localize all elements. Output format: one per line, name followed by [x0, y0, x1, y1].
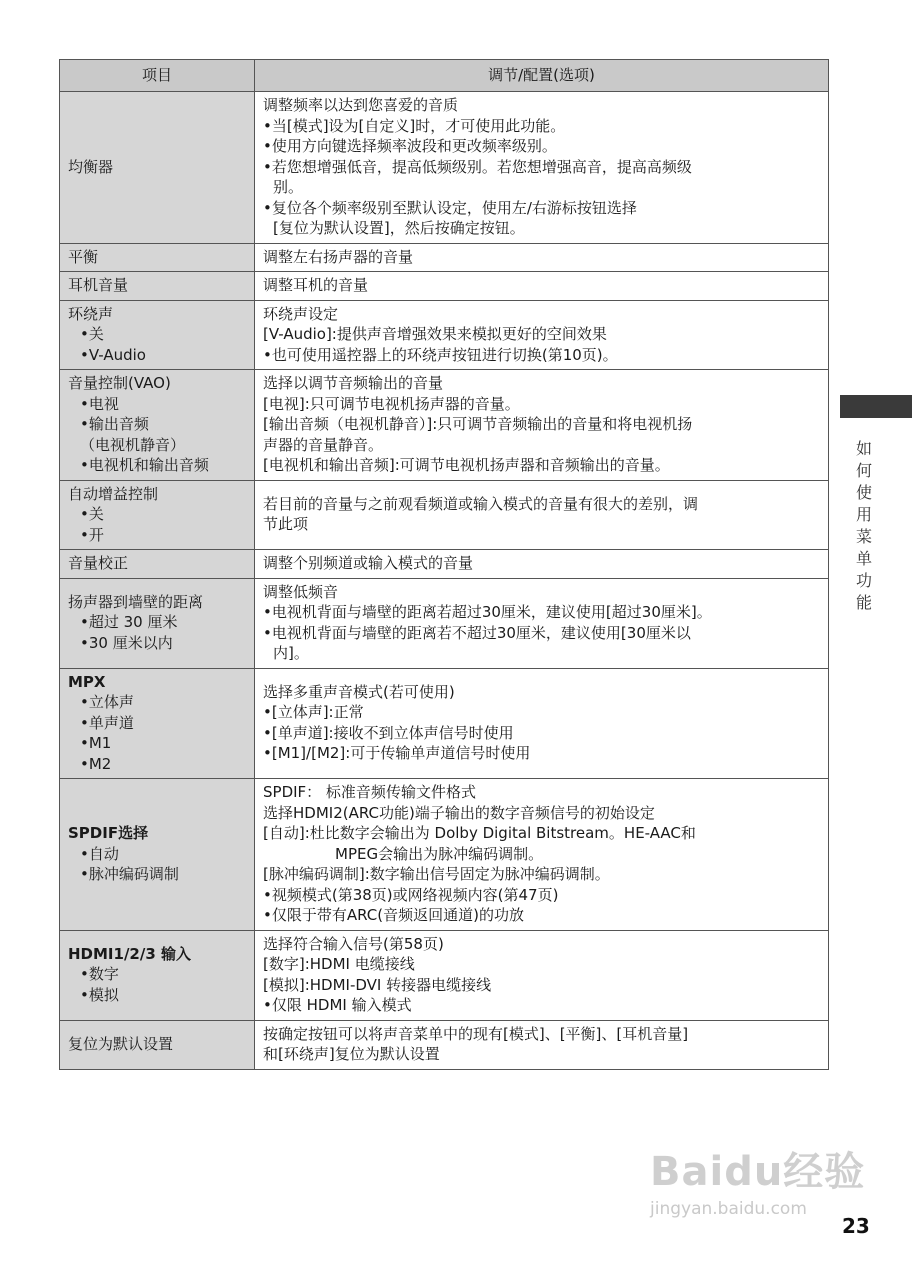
- watermark-url: jingyan.baidu.com: [650, 1199, 807, 1219]
- desc-line: 环绕声设定: [263, 304, 339, 323]
- header-item: 项目: [60, 60, 255, 92]
- desc-line: 调整低频音: [263, 582, 339, 601]
- section-tab-marker: [840, 395, 912, 418]
- desc-line: [输出音频（电视机静音）]:只可调节音频输出的音量和将电视机扬: [263, 415, 693, 433]
- desc-cell: [255, 550, 829, 579]
- desc-line: 调整频率以达到您喜爱的音质: [263, 96, 459, 114]
- item-cell: [60, 272, 255, 301]
- desc-line: [脉冲编码调制]:数字输出信号固定为脉冲编码调制。: [263, 865, 610, 883]
- desc-line: •[M1]/[M2]:可于传输单声道信号时使用: [263, 744, 531, 763]
- desc-cell: [255, 578, 829, 668]
- desc-line: •[立体声]:正常: [263, 703, 364, 722]
- desc-line: 别。: [273, 178, 304, 196]
- item-line: 复位为默认设置: [68, 1034, 174, 1053]
- desc-line: 声器的音量静音。: [263, 435, 384, 454]
- desc-line: SPDIF： 标准音频传输文件格式: [263, 783, 476, 801]
- item-line: SPDIF选择: [68, 824, 149, 842]
- item-cell: [60, 480, 255, 550]
- item-cell: [60, 779, 255, 931]
- table-row: [60, 550, 829, 579]
- header-setting: 调节/配置(选项): [255, 60, 829, 92]
- desc-line: •电视机背面与墙壁的距离若不超过30厘米，建议使用[30厘米以: [263, 623, 691, 642]
- desc-line: •[单声道]:接收不到立体声信号时使用: [263, 723, 514, 742]
- item-cell: [60, 550, 255, 579]
- desc-line: MPEG会输出为脉冲编码调制。: [335, 844, 544, 863]
- item-line: 环绕声: [68, 304, 114, 323]
- item-line: •立体声: [80, 693, 134, 711]
- desc-line: •使用方向键选择频率波段和更改频率级别。: [263, 137, 557, 155]
- watermark-logo: Baidu经验: [650, 1149, 866, 1195]
- item-cell: [60, 300, 255, 370]
- desc-line: 调整耳机的音量: [263, 276, 369, 294]
- item-cell: [60, 668, 255, 779]
- desc-line: 内]。: [273, 644, 309, 662]
- desc-line: [电视机和输出音频]:可调节电视机扬声器和音频输出的音量。: [263, 456, 670, 474]
- item-line: •电视: [80, 394, 119, 413]
- table-row: [60, 243, 829, 272]
- baidu-watermark: [650, 1140, 865, 1219]
- desc-line: 选择HDMI2(ARC功能)端子输出的数字音频信号的初始设定: [263, 803, 655, 822]
- table-row: [60, 300, 829, 370]
- item-line: •关: [80, 505, 104, 523]
- side-label-char: 何: [855, 461, 872, 480]
- table-row: [60, 1020, 829, 1069]
- table-row: [60, 779, 829, 931]
- desc-line: •也可使用遥控器上的环绕声按钮进行切换(第10页)。: [263, 345, 618, 364]
- item-line: MPX: [68, 672, 106, 691]
- item-line: •M1: [80, 734, 112, 752]
- table-row: [60, 578, 829, 668]
- item-line: •脉冲编码调制: [80, 865, 179, 883]
- item-line: •电视机和输出音频: [80, 456, 209, 474]
- item-cell: [60, 243, 255, 272]
- item-cell: [60, 930, 255, 1020]
- desc-line: [模拟]:HDMI-DVI 转接器电缆接线: [263, 975, 492, 994]
- desc-line: 节此项: [263, 515, 309, 534]
- side-label-char: 菜: [855, 527, 872, 546]
- desc-line: •若您想增强低音，提高低频级别。若您想增强高音，提高高频级: [263, 157, 692, 176]
- item-line: 平衡: [68, 247, 99, 266]
- item-line: HDMI1/2/3 输入: [68, 944, 192, 963]
- side-label-char: 用: [855, 505, 872, 524]
- item-line: 自动增益控制: [68, 484, 159, 503]
- desc-line: 调整左右扬声器的音量: [263, 247, 414, 266]
- desc-cell: [255, 930, 829, 1020]
- desc-cell: [255, 1020, 829, 1069]
- desc-line: 调整个别频道或输入模式的音量: [263, 554, 474, 572]
- item-line: 音量校正: [68, 554, 129, 572]
- desc-line: •当[模式]设为[自定义]时，才可使用此功能。: [263, 116, 566, 135]
- item-line: 音量控制(VAO): [68, 374, 171, 392]
- item-line: •30 厘米以内: [80, 633, 173, 652]
- item-line: •自动: [80, 844, 119, 863]
- desc-line: •仅限 HDMI 输入模式: [263, 996, 412, 1014]
- side-label-char: 单: [855, 549, 872, 568]
- desc-line: 若目前的音量与之前观看频道或输入模式的音量有很大的差别，调: [263, 494, 699, 513]
- side-label-char: 如: [855, 439, 872, 458]
- desc-cell: [255, 300, 829, 370]
- desc-line: 选择以调节音频输出的音量: [263, 374, 444, 392]
- desc-cell: [255, 668, 829, 779]
- table-row: [60, 480, 829, 550]
- desc-cell: [255, 92, 829, 244]
- table-row: [60, 370, 829, 481]
- item-line: •超过 30 厘米: [80, 613, 178, 632]
- table-row: [60, 668, 829, 779]
- side-label-char: 功: [855, 571, 872, 590]
- table-header-row: [60, 60, 829, 92]
- desc-line: •仅限于带有ARC(音频返回通道)的功放: [263, 906, 524, 924]
- desc-cell: [255, 243, 829, 272]
- side-label-char: 能: [855, 593, 872, 612]
- desc-cell: [255, 779, 829, 931]
- item-line: 均衡器: [68, 157, 114, 176]
- desc-cell: [255, 370, 829, 481]
- item-cell: [60, 578, 255, 668]
- item-cell: [60, 370, 255, 481]
- item-line: •单声道: [80, 713, 134, 732]
- desc-line: 选择符合输入信号(第58页): [263, 934, 444, 953]
- item-line: •关: [80, 325, 104, 343]
- desc-line: [复位为默认设置]，然后按确定按钮。: [273, 219, 525, 237]
- section-side-label: [852, 438, 876, 614]
- desc-line: •视频模式(第38页)或网络视频内容(第47页): [263, 885, 559, 904]
- item-line: 耳机音量: [68, 276, 129, 294]
- desc-line: [电视]:只可调节电视机扬声器的音量。: [263, 394, 520, 413]
- item-line: •开: [80, 525, 104, 544]
- desc-line: 选择多重声音模式(若可使用): [263, 682, 455, 701]
- desc-line: 和[环绕声]复位为默认设置: [263, 1045, 440, 1063]
- desc-cell: [255, 480, 829, 550]
- item-line: •输出音频: [80, 415, 149, 433]
- item-line: （电视机静音）: [80, 435, 186, 454]
- page-number: 23: [842, 1214, 870, 1238]
- desc-line: •复位各个频率级别至默认设定，使用左/右游标按钮选择: [263, 198, 637, 217]
- item-line: •数字: [80, 965, 119, 984]
- item-line: •模拟: [80, 985, 119, 1004]
- desc-line: 按确定按钮可以将声音菜单中的现有[模式]、[平衡]、[耳机音量]: [263, 1024, 689, 1043]
- desc-line: [数字]:HDMI 电缆接线: [263, 955, 415, 973]
- table-row: [60, 930, 829, 1020]
- item-line: •V-Audio: [80, 345, 146, 364]
- side-label-char: 使: [855, 483, 872, 502]
- table-row: [60, 272, 829, 301]
- desc-cell: [255, 272, 829, 301]
- desc-line: [自动]:杜比数字会输出为 Dolby Digital Bitstream。HE-AAC和: [263, 824, 696, 842]
- table-row: [60, 92, 829, 244]
- item-cell: [60, 1020, 255, 1069]
- desc-line: [V-Audio]:提供声音增强效果来模拟更好的空间效果: [263, 325, 607, 343]
- item-line: 扬声器到墙壁的距离: [68, 592, 204, 611]
- sound-menu-table: [59, 59, 829, 1070]
- item-line: •M2: [80, 754, 112, 773]
- item-cell: [60, 92, 255, 244]
- desc-line: •电视机背面与墙壁的距离若超过30厘米，建议使用[超过30厘米]。: [263, 603, 712, 621]
